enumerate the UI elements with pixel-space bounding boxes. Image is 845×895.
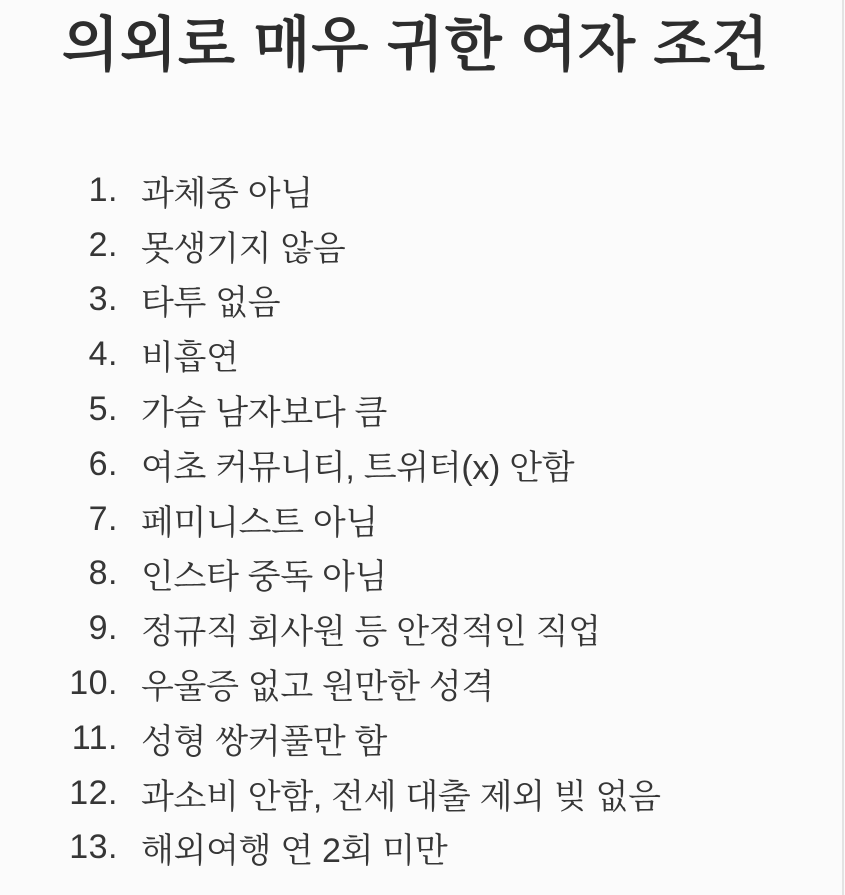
list-item [0, 273, 661, 328]
list-item [0, 437, 661, 492]
list-item [0, 327, 661, 382]
list-item-number: 8. [88, 554, 118, 593]
list-item-text: 인스타 중독 아님 [141, 558, 388, 597]
list-item-number: 5. [88, 390, 118, 429]
list-item [0, 821, 661, 876]
list-item-text: 타투 없음 [141, 284, 281, 323]
list-item [0, 766, 661, 821]
list-item-text: 페미니스트 아님 [141, 503, 378, 542]
list-item-text: 못생기지 않음 [141, 229, 346, 268]
list-item-number: 6. [88, 444, 118, 483]
list-item-number: 10. [69, 664, 118, 703]
conditions-list [0, 163, 661, 875]
page-title: 의외로 매우 귀한 여자 조건 [62, 12, 770, 78]
list-item [0, 382, 661, 437]
list-item-number: 7. [88, 499, 118, 538]
list-item-number: 9. [88, 609, 118, 648]
list-item [0, 218, 661, 273]
list-item-number: 13. [69, 828, 118, 867]
list-item-text: 우울증 없고 원만한 성격 [141, 668, 494, 707]
list-item [0, 711, 661, 766]
list-item [0, 163, 661, 218]
list-item-text: 성형 쌍커풀만 함 [141, 722, 388, 761]
list-item-text: 정규직 회사원 등 안정적인 직업 [141, 613, 601, 652]
list-item [0, 492, 661, 547]
list-item [0, 547, 661, 602]
list-item-number: 11. [71, 718, 118, 757]
list-item-number: 4. [88, 335, 118, 374]
list-item-text: 여초 커뮤니티, 트위터(x) 안함 [141, 448, 575, 487]
list-item [0, 656, 661, 711]
list-item-text: 해외여행 연 2회 미만 [141, 832, 448, 871]
list-item-number: 3. [88, 280, 118, 319]
list-item-text: 과체중 아님 [141, 174, 313, 213]
list-item-text: 과소비 안함, 전세 대출 제외 빚 없음 [141, 777, 661, 816]
list-item-text: 가슴 남자보다 큼 [141, 394, 388, 433]
list-item [0, 601, 661, 656]
list-item-number: 1. [88, 170, 118, 209]
list-item-number: 12. [69, 773, 118, 812]
list-item-number: 2. [88, 225, 118, 264]
list-item-text: 비흡연 [141, 339, 239, 378]
